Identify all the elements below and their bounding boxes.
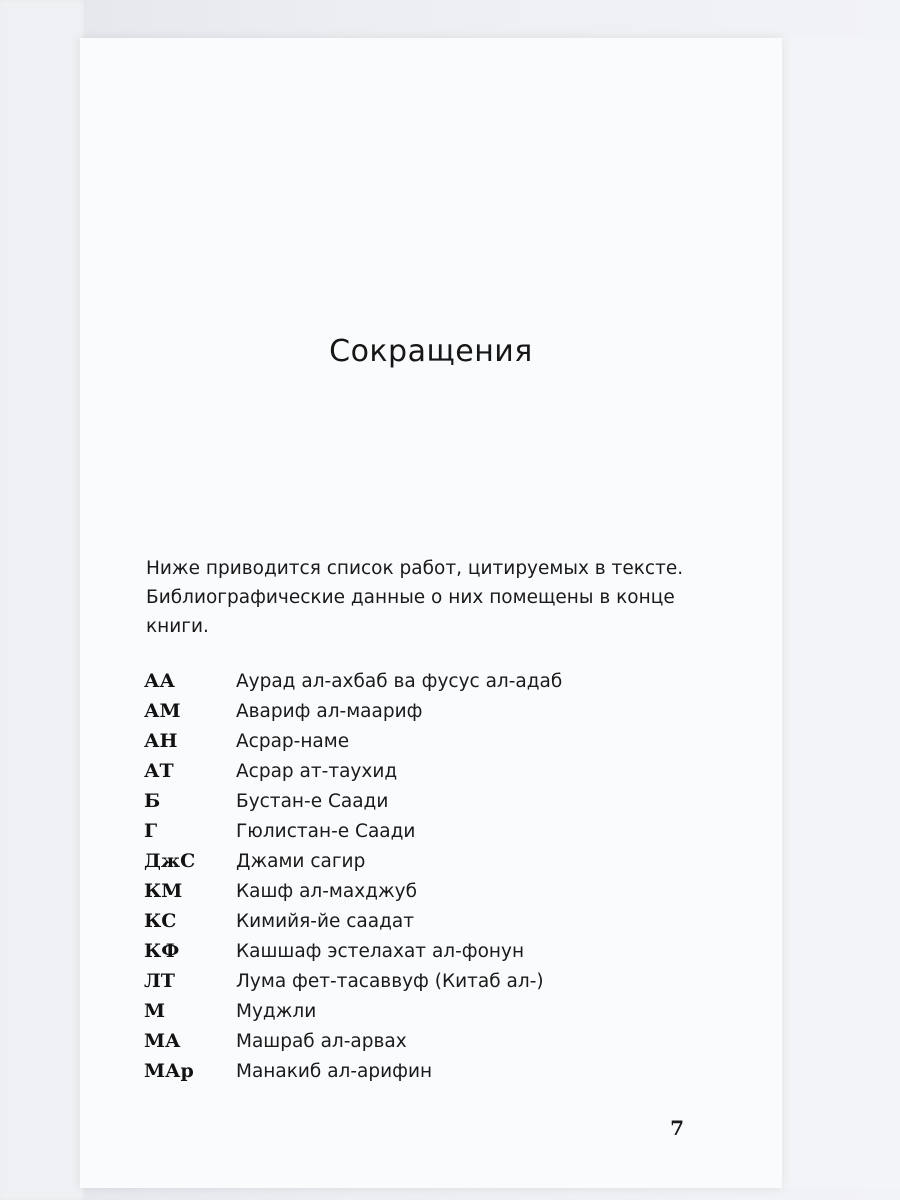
abbreviation-title: Машраб ал-арвах [236, 1031, 407, 1052]
list-item [144, 910, 704, 940]
abbreviation-title: Манакиб ал-арифин [236, 1061, 433, 1082]
list-item [144, 940, 704, 970]
previous-page-edge [0, 0, 86, 1200]
abbreviation-code: КМ [144, 880, 183, 902]
abbreviation-title: Кашшаф эстелахат ал-фонун [236, 941, 525, 962]
list-item [144, 790, 704, 820]
list-item [144, 760, 704, 790]
abbreviation-title: Муджли [236, 1001, 317, 1022]
list-item [144, 850, 704, 880]
abbreviation-code: М [144, 1000, 166, 1022]
abbreviation-code: КС [144, 910, 177, 932]
abbreviation-title: Аурад ал-ахбаб ва фусус ал-адаб [236, 671, 563, 692]
list-item [144, 730, 704, 760]
abbreviation-title: Кашф ал-махджуб [236, 881, 417, 902]
abbreviation-title: Асрар ат-таухид [236, 761, 398, 782]
page-number: 7 [670, 1116, 684, 1140]
next-page-edge [782, 38, 900, 1188]
list-item [144, 820, 704, 850]
list-item [144, 670, 704, 700]
list-item [144, 1000, 704, 1030]
list-item [144, 880, 704, 910]
abbreviation-code: ЛТ [144, 970, 175, 992]
list-item [144, 1060, 704, 1090]
intro-paragraph: Ниже приводится список работ, цитируемых в тексте. Библиографические данные о них помещены в конце книги. [146, 558, 684, 637]
list-item [144, 1030, 704, 1060]
abbreviation-list [144, 670, 704, 1090]
list-item [144, 970, 704, 1000]
abbreviation-title: Бустан-е Саади [236, 791, 389, 812]
abbreviation-code: АА [144, 670, 175, 692]
abbreviation-title: Джами сагир [236, 851, 366, 872]
page-title: Сокращения [329, 334, 533, 369]
abbreviation-code: Г [144, 820, 158, 842]
list-item [144, 700, 704, 730]
abbreviation-code: АМ [144, 700, 181, 722]
abbreviation-title: Гюлистан-е Саади [236, 821, 416, 842]
abbreviation-title: Авариф ал-маариф [236, 701, 423, 722]
abbreviation-title: Кимийя-йе саадат [236, 911, 414, 932]
abbreviation-code: МА [144, 1030, 181, 1052]
abbreviation-title: Асрар-наме [236, 731, 350, 752]
abbreviation-title: Лума фет-тасаввуф (Китаб ал-) [236, 971, 544, 992]
abbreviation-code: КФ [144, 940, 180, 962]
abbreviation-code: АН [144, 730, 178, 752]
book-page [80, 38, 782, 1188]
abbreviation-code: АТ [144, 760, 174, 782]
abbreviation-code: Б [144, 790, 161, 812]
abbreviation-code: ДжС [144, 850, 196, 872]
abbreviation-code: МАр [144, 1060, 194, 1082]
